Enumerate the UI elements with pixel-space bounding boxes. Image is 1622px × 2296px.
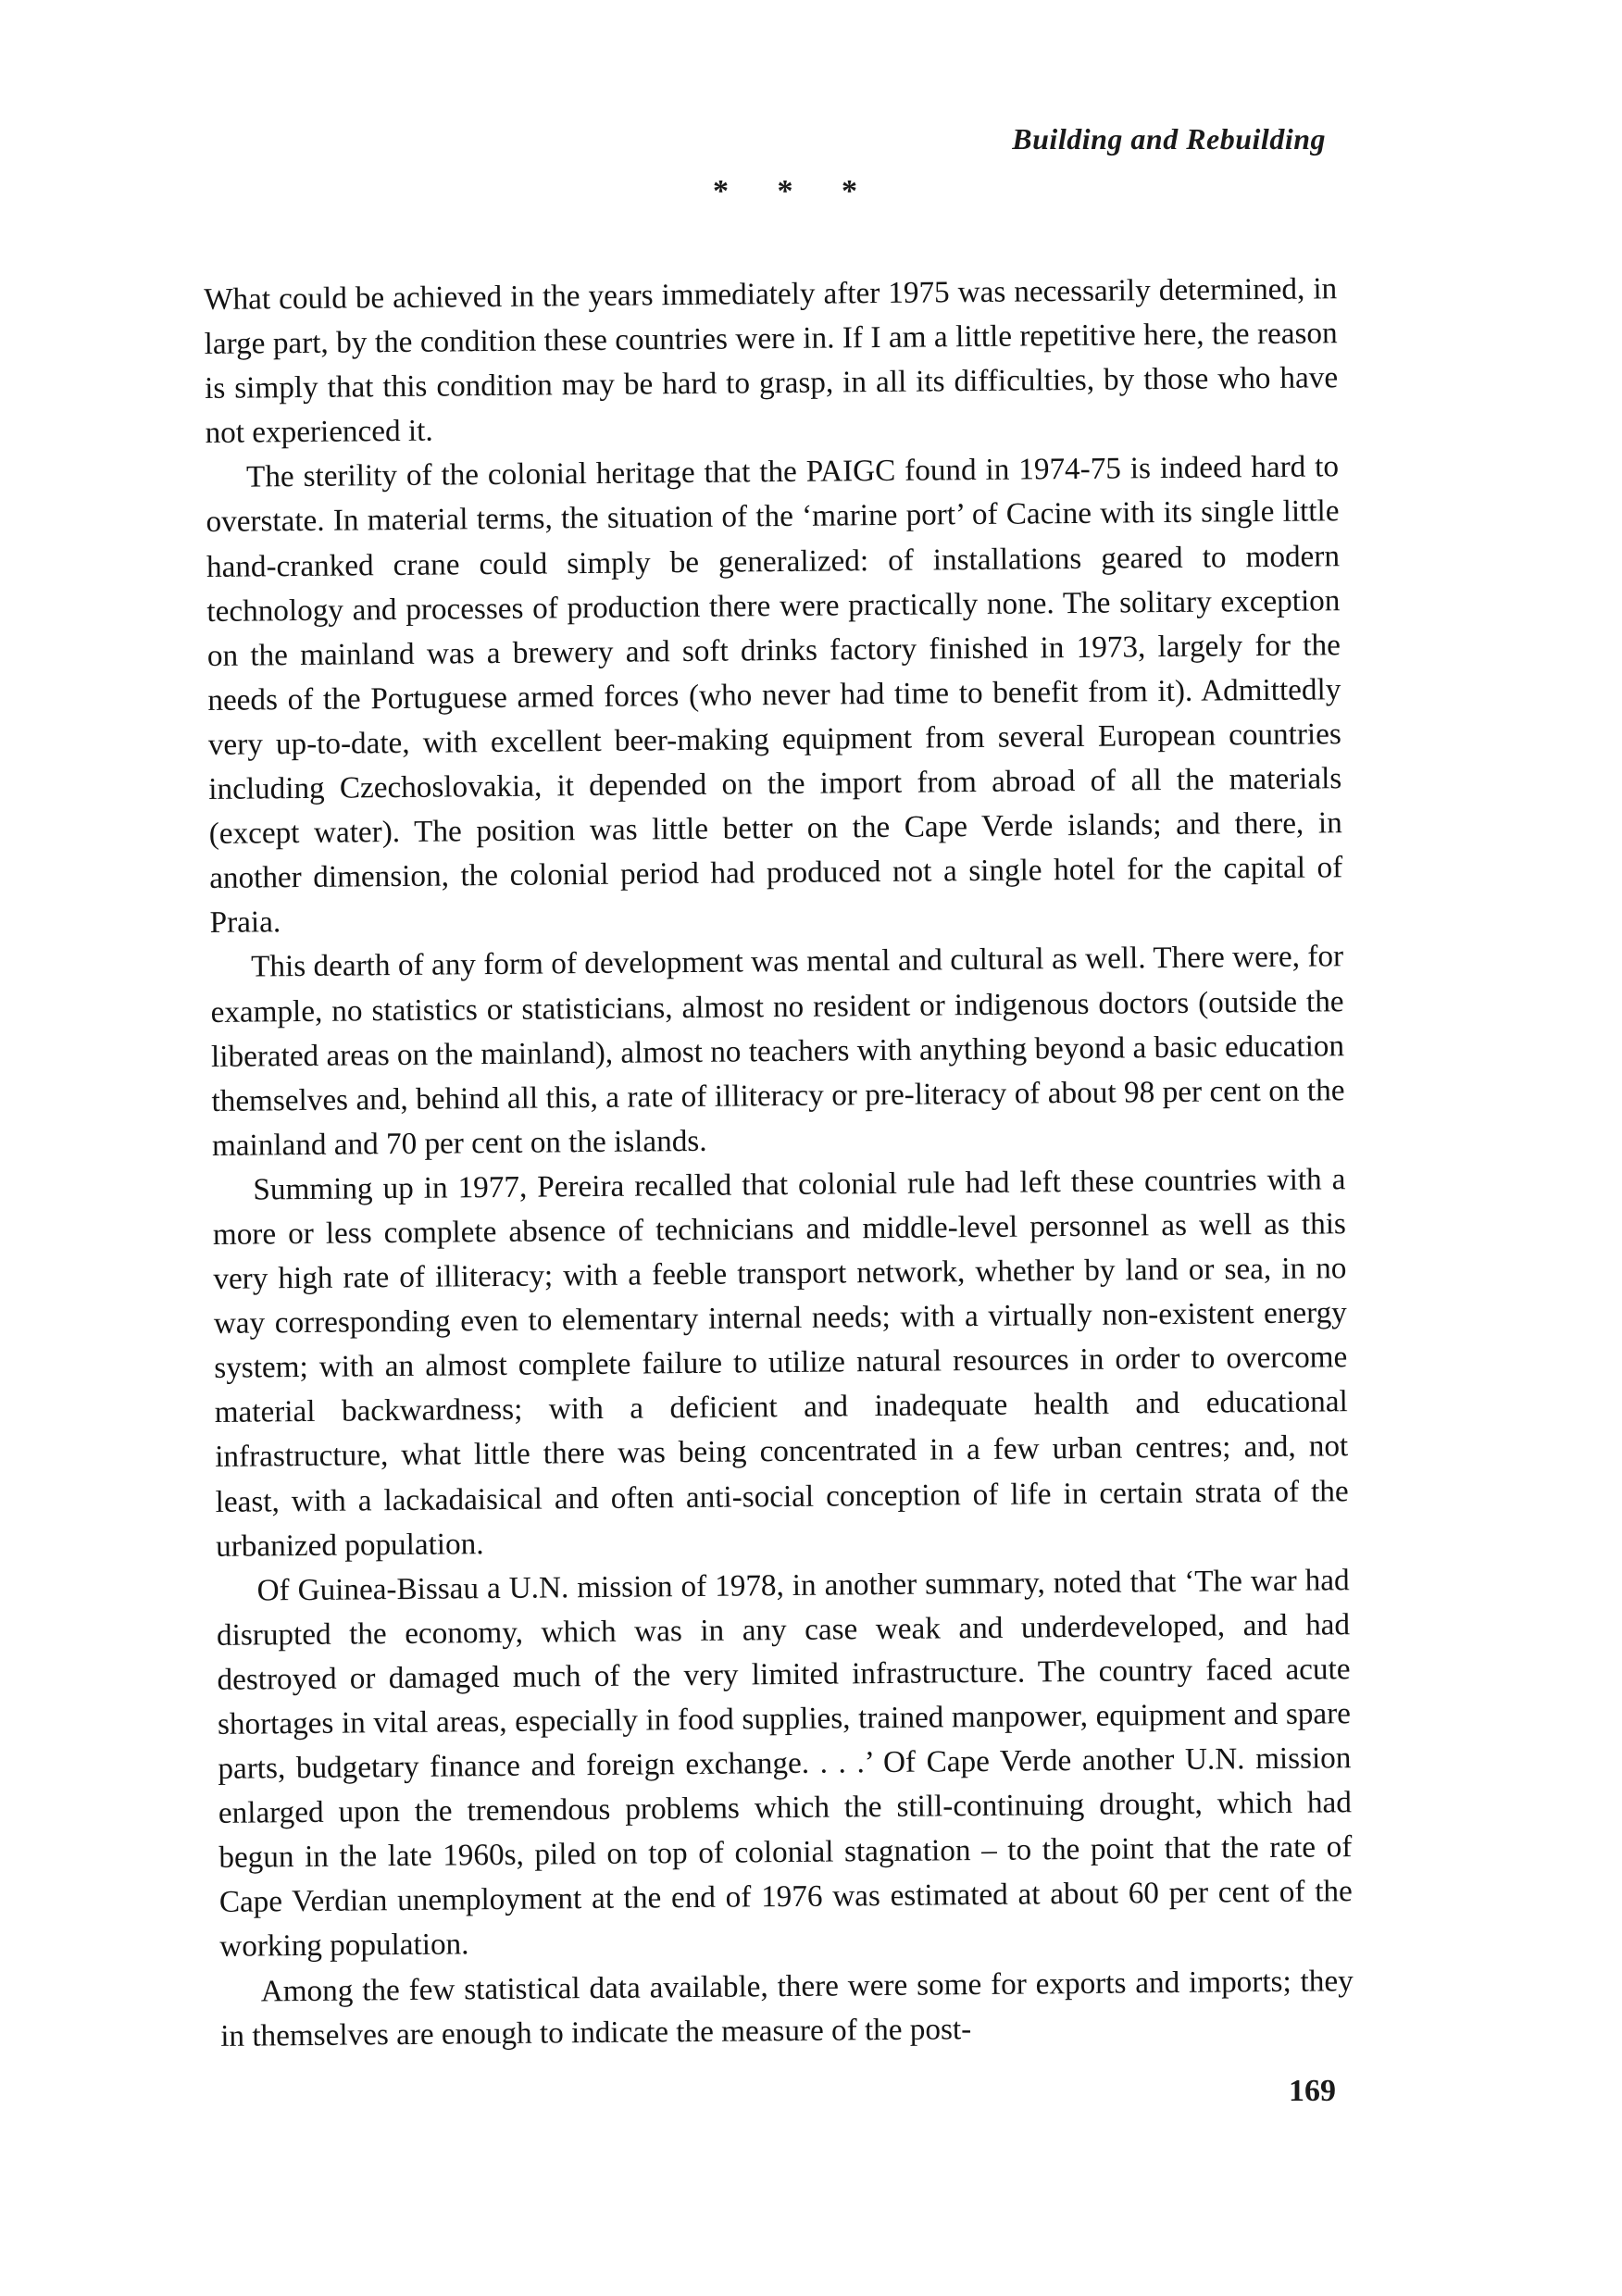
paragraph: Of Guinea-Bissau a U.N. mission of 1978, in another summary, noted that ‘The war had disrupted the economy, which was in any case weak and underdeveloped, and had destroyed or damaged much of the very limited infrastructure. The country faced acute shortages in vital areas, especially in food supplies, trained manpower, equipment and spare parts, budgetary finance and foreign exchange. . . .’ Of Cape Verde another U.N. mission enlarged upon the tremendous problems which the still-continuing drought, which had begun in the late 1960s, piled on top of colonial stagnation – to the point that the rate of Cape Verdian unemployment at the end of 1976 was estimated at about 60 per cent of the working population. xyxy=(216,1562,1353,1965)
section-break: * * * xyxy=(713,174,878,208)
running-head: Building and Rebuilding xyxy=(1012,122,1326,156)
paragraph: Among the few statistical data available, there were some for exports and imports; they in themselves are enough to indicate the measure of the post- xyxy=(220,1963,1354,2053)
body-text xyxy=(204,267,1354,2058)
paragraph: Summing up in 1977, Pereira recalled that colonial rule had left these countries with a more or less complete absence of technicians and middle-level personnel as well as this very high rate of illiteracy; with a feeble transport network, whether by land or sea, in no way corresponding even to elementary internal needs; with a virtually non-existent energy system; with an almost complete failure to utilize natural resources in order to overcome material backwardness; with a deficient and inadequate health and educational infrastructure, what little there was being concentrated in a few urban centres; and, not least, with a lackadaisical and often anti-social conception of life in certain strata of the urbanized population. xyxy=(212,1162,1349,1564)
paragraph: This dearth of any form of development was mental and cultural as well. There were, for example, no statistics or statisticians, almost no resident or indigenous doctors (outside the liberated areas on the mainland), almost no teachers with anything beyond a basic education themselves and, behind all this, a rate of illiteracy or pre-literacy of about 98 per cent on the mainland and 70 per cent on the islands. xyxy=(210,939,1345,1163)
page-number: 169 xyxy=(1289,2074,1336,2108)
paragraph: What could be achieved in the years immediately after 1975 was necessarily determined, in large part, by the condition these countries were in. If I am a little repetitive here, the reason is simply that this condition may be hard to grasp, in all its difficulties, by those who have not experienced it. xyxy=(204,271,1339,451)
paragraph: The sterility of the colonial heritage that the PAIGC found in 1974-75 is indeed hard to overstate. In material terms, the situation of the ‘marine port’ of Cacine with its single little hand-cranked crane could simply be generalized: of installations geared to modern technology and processes of production there were practically none. The solitary exception on the mainland was a brewery and soft drinks factory finished in 1973, largely for the needs of the Portuguese armed forces (who never had time to benefit from it). Admittedly very up-to-date, with excellent beer-making equipment from several European countries including Czechoslovakia, it depended on the import from abroad of all the materials (except water). The position was little better on the Cape Verde islands; and there, in another dimension, the colonial period had produced not a single hotel for the capital of Praia. xyxy=(206,449,1343,941)
